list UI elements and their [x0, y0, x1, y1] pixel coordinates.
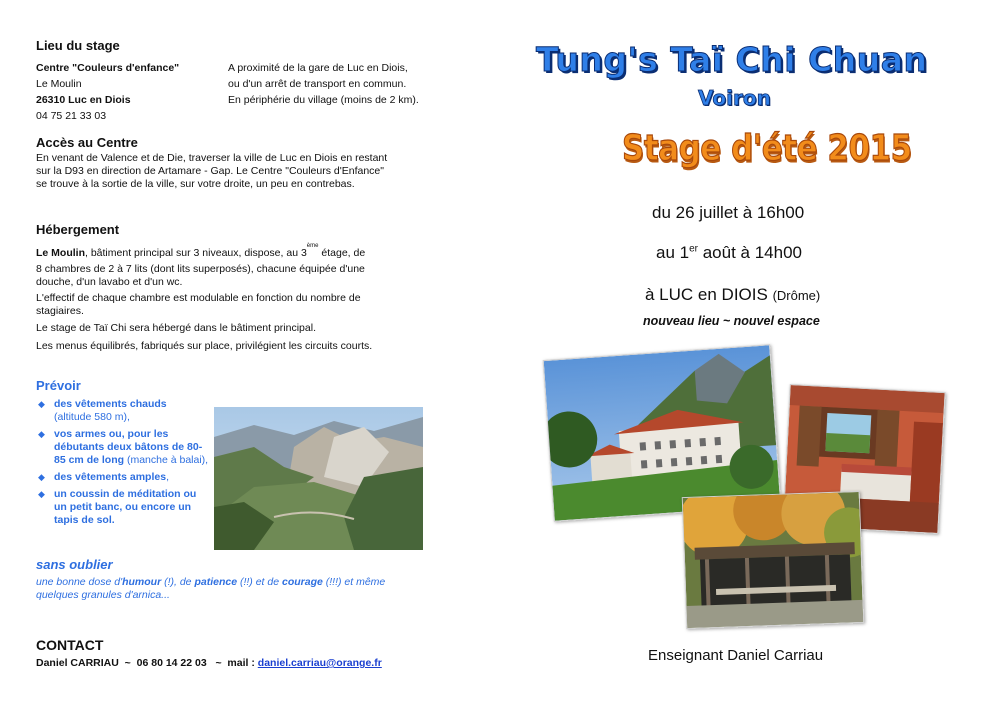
- acces-heading: Accès au Centre: [36, 135, 138, 150]
- stage-title: Stage d'été 2015: [622, 128, 912, 170]
- email-link[interactable]: daniel.carriau@orange.fr: [257, 657, 382, 669]
- lieu-desc2: ou d'un arrêt de transport en commun.: [228, 78, 407, 90]
- prevoir-list: [36, 398, 211, 531]
- lieu-name: Centre "Couleurs d'enfance": [36, 62, 180, 74]
- acces-text1: En venant de Valence et de Die, traverser la ville de Luc en Diois en restant: [36, 152, 388, 164]
- prevoir-item: ◆ vos armes ou, pour les débutants deux bâtons de 80-85 cm de long (manche à balai),: [38, 428, 209, 466]
- moulin-label: Le Moulin: [36, 247, 85, 259]
- prevoir-item: ◆ un coussin de méditation ou un petit banc, ou encore un tapis de sol.: [38, 488, 197, 526]
- diamond-bullet-icon: ◆: [38, 399, 45, 409]
- prevoir-heading: Prévoir: [36, 378, 81, 393]
- acces-text3: se trouve à la sortie de la ville, sur votre droite, un peu en contrebas.: [36, 178, 355, 190]
- date-start: du 26 juillet à 16h00: [652, 203, 805, 222]
- hebergement-p1a: , bâtiment principal sur 3 niveaux, dispose, au 3: [85, 247, 307, 259]
- hebergement-p1b: étage, de: [318, 247, 366, 259]
- lieu-line3: 26310 Luc en Diois: [36, 94, 131, 106]
- prevoir-item: ◆ des vêtements amples,: [38, 471, 169, 483]
- title-main: Tung's Taï Chi Chuan: [536, 40, 928, 79]
- hebergement-p3: douche, d'un lavabo et d'un wc.: [36, 276, 183, 288]
- hebergement-p7: Les menus équilibrés, fabriqués sur place, privilégient les circuits courts.: [36, 340, 373, 352]
- hebergement-heading: Hébergement: [36, 222, 120, 237]
- diamond-bullet-icon: ◆: [38, 489, 45, 499]
- mountain-valley-photo: [214, 407, 423, 550]
- title-subtitle: Voiron: [698, 86, 771, 110]
- contact-line: Daniel CARRIAU ~ 06 80 14 22 03 ~ mail : daniel.carriau@orange.fr: [36, 657, 382, 669]
- hebergement-sup: ème: [306, 243, 319, 249]
- lieu-desc1: A proximité de la gare de Luc en Diois,: [228, 62, 408, 74]
- hebergement-p4: L'effectif de chaque chambre est modulable en fonction du nombre de: [36, 292, 361, 304]
- hebergement-p6: Le stage de Taï Chi sera hébergé dans le bâtiment principal.: [36, 322, 316, 334]
- tagline: nouveau lieu ~ nouvel espace: [643, 314, 820, 328]
- hebergement-p2: 8 chambres de 2 à 7 lits (dont lits superposés), chacune équipée d'une: [36, 263, 365, 275]
- lieu-phone: 04 75 21 33 03: [36, 110, 107, 122]
- place: à LUC en DIOIS (Drôme): [645, 285, 821, 304]
- hebergement-p5: stagiaires.: [36, 305, 84, 317]
- prevoir-item: ◆ des vêtements chauds (altitude 580 m),: [38, 398, 167, 423]
- lieu-line2: Le Moulin: [36, 78, 82, 90]
- lieu-heading: Lieu du stage: [36, 38, 120, 53]
- dining-hall-photo: [682, 491, 864, 629]
- diamond-bullet-icon: ◆: [38, 472, 45, 482]
- hebergement-p1: [36, 239, 436, 260]
- date-end: au 1er août à 14h00: [656, 243, 802, 262]
- diamond-bullet-icon: ◆: [38, 429, 45, 439]
- sans-oublier-text: une bonne dose d'humour (!), de patience (!!) et de courage (!!!) et même quelques granules d'arnica...: [36, 576, 386, 601]
- acces-text2: sur la D93 en direction de Artamare - Gap. Le Centre "Couleurs d'Enfance": [36, 165, 384, 177]
- teacher: Enseignant Daniel Carriau: [648, 647, 824, 664]
- contact-heading: CONTACT: [36, 637, 104, 653]
- sans-oublier-heading: sans oublier: [36, 557, 113, 572]
- lieu-desc3: En périphérie du village (moins de 2 km).: [228, 94, 419, 106]
